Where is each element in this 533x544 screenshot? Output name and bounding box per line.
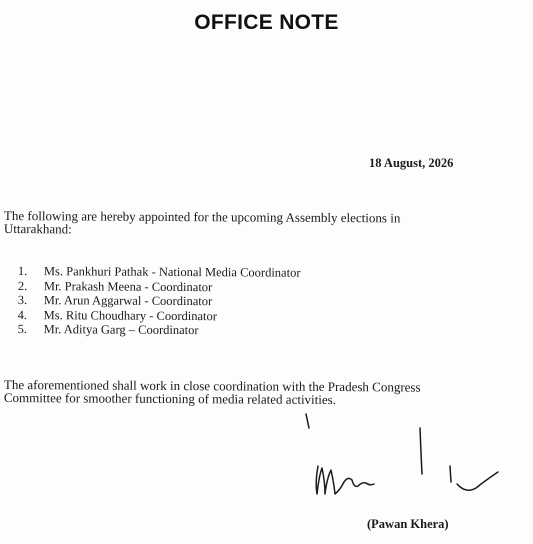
intro-paragraph: The following are hereby appointed for the upcoming Assembly elections in Uttarakhand: (3, 208, 401, 237)
list-item-number: 3. (17, 293, 28, 308)
list-item-number: 1. (17, 264, 28, 279)
list-item-text: Ms. Ritu Choudhary - Coordinator (43, 307, 217, 323)
appointee-list (18, 264, 301, 339)
document-title: OFFICE NOTE (194, 11, 339, 34)
list-item-text: Mr. Prakash Meena - Coordinator (43, 278, 213, 294)
list-item-text: Mr. Aditya Garg – Coordinator (43, 322, 199, 338)
signer-name: (Pawan Khera) (367, 517, 449, 531)
list-item-number: 4. (17, 307, 28, 322)
handwritten-signature (300, 410, 510, 510)
document-date: 18 August, 2026 (369, 156, 454, 170)
list-item-text: Ms. Pankhuri Pathak - National Media Coordinator (43, 264, 301, 280)
list-item-text: Mr. Arun Aggarwal - Coordinator (43, 293, 213, 309)
list-item-number: 5. (17, 322, 28, 337)
closing-paragraph: The aforementioned shall work in close coordination with the Pradesh Congress Committee for smoother functioning of media related activities. (3, 377, 421, 408)
list-item (18, 322, 301, 338)
list-item-number: 2. (17, 278, 28, 293)
